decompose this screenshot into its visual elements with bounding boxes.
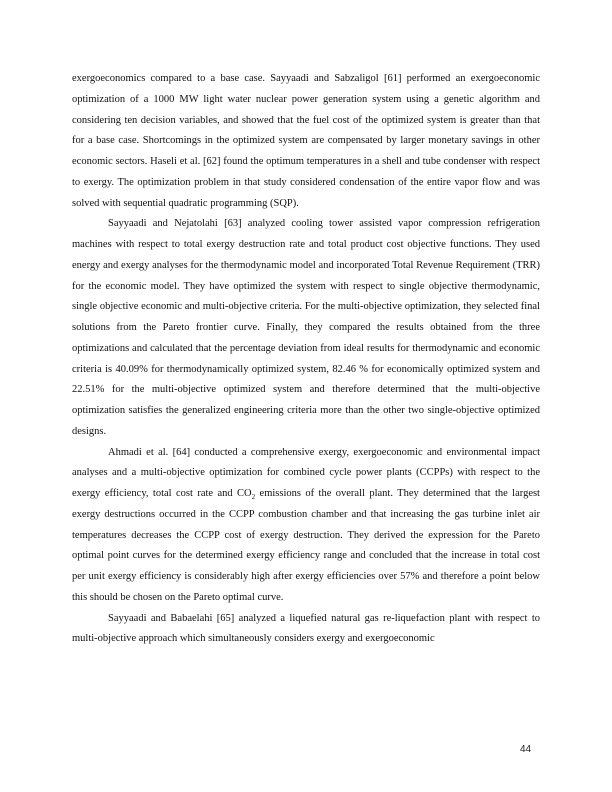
paragraph-3-text-after: emissions of the overall plant. They determined that the largest exergy destructions occurred in the CCPP combustion chamber and that increasing the gas turbine inlet air temperatures decreases the CCPP cost of exergy destruction. They derived the expression for the Pareto optimal point curves for the determined exergy efficiency range and concluded that the increase in total cost per unit exergy efficiency is considerably high after exergy efficiencies over 57% and therefore a point below this should be chosen on the Pareto optimal curve.: [72, 488, 540, 603]
paragraph-1: exergoeconomics compared to a base case. Sayyaadi and Sabzaligol [61] performed an exergoeconomic optimization of a 1000 MW light water nuclear power generation system using a genetic algorithm and considering ten decision variables, and showed that the fuel cost of the optimized system is greater than that for a base case. Shortcomings in the optimized system are compensated by larger monetary savings in other economic sectors. Haseli et al. [62] found the optimum temperatures in a shell and tube condenser with respect to exergy. The optimization problem in that study considered condensation of the entire vapor flow and was solved with sequential quadratic programming (SQP).: [72, 73, 540, 209]
paragraph-4: Sayyaadi and Babaelahi [65] analyzed a liquefied natural gas re-liquefaction plant with respect to multi-objective approach which simultaneously considers exergy and exergoeconomic: [72, 612, 540, 645]
document-body: [72, 69, 540, 650]
paragraph-3-text-before: Ahmadi et al. [64] conducted a comprehensive exergy, exergoeconomic and environmental impact analyses and a multi-objective optimization for combined cycle power plants (CCPPs) with respect to the exergy efficiency, total cost rate and CO: [72, 446, 540, 499]
co2-subscript: 2: [251, 493, 256, 502]
paragraph-3: [72, 443, 540, 609]
paragraph-2: Sayyaadi and Nejatolahi [63] analyzed cooling tower assisted vapor compression refrigeration machines with respect to total exergy destruction rate and total product cost objective functions. They used energy and exergy analyses for the thermodynamic model and incorporated Total Revenue Requirement (TRR) for the economic model. They have optimized the system with respect to single objective thermodynamic, single objective economic and multi-objective criteria. For the multi-objective optimization, they selected final solutions from the Pareto frontier curve. Finally, they compared the results obtained from the three optimizations and calculated that the percentage deviation from ideal results for thermodynamic and economic criteria is 40.09% for thermodynamically optimized system, 82.46 % for economically optimized system and 22.51% for the multi-objective optimized system and therefore determined that the multi-objective optimization satisfies the generalized engineering criteria more than the other two single-objective optimized designs.: [72, 218, 540, 437]
page-number: 44: [520, 744, 532, 755]
